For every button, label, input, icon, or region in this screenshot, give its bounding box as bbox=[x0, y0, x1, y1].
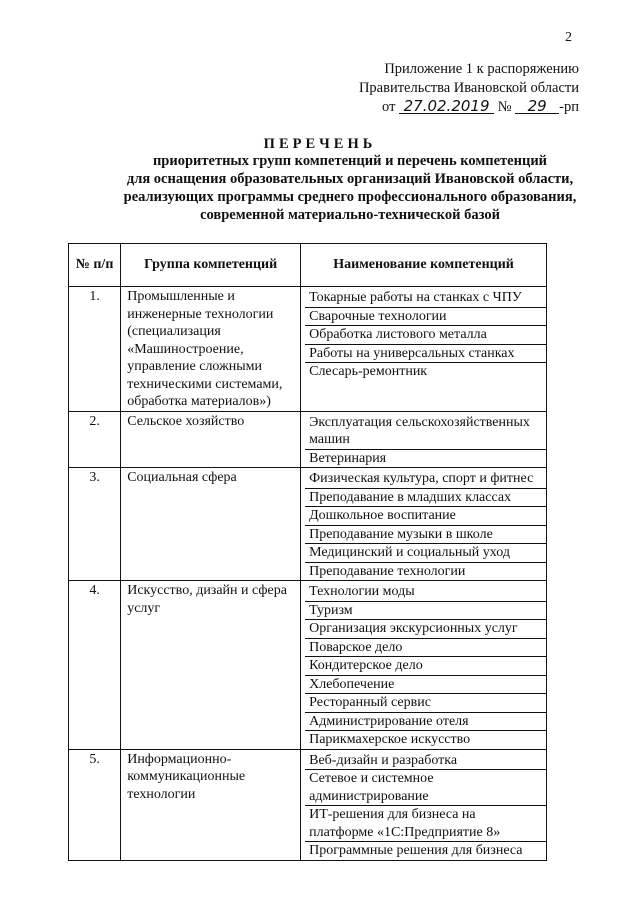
competency-list-cell bbox=[301, 287, 547, 412]
header-competency: Наименование компетенций bbox=[301, 244, 547, 287]
header-number: № п/п bbox=[69, 244, 121, 287]
page-number: 2 bbox=[565, 30, 572, 45]
appendix-line-1: Приложение 1 к распоряжению bbox=[384, 61, 579, 77]
competency-item: Веб-дизайн и разработка bbox=[305, 752, 546, 771]
competency-item: Преподавание в младших классах bbox=[305, 489, 546, 508]
competency-item: Физическая культура, спорт и фитнес bbox=[305, 470, 546, 489]
competency-list-cell bbox=[301, 749, 547, 860]
competency-item: Кондитерское дело bbox=[305, 657, 546, 676]
competency-list-cell bbox=[301, 581, 547, 750]
appendix-header bbox=[319, 60, 579, 117]
number-suffix: -рп bbox=[559, 99, 579, 115]
competency-item: Дошкольное воспитание bbox=[305, 507, 546, 526]
competency-group: Промышленные и инженерные технологии (специализация «Машиностроение, управление сложными техническими системами, обработка материалов») bbox=[121, 287, 301, 412]
subtitle-line: реализующих программы среднего профессионального образования, bbox=[123, 189, 577, 205]
competency-item: Организация экскурсионных услуг bbox=[305, 620, 546, 639]
header-group: Группа компетенций bbox=[121, 244, 301, 287]
competency-item: ИТ-решения для бизнеса на платформе «1С:Предприятие 8» bbox=[305, 806, 546, 842]
competency-item: Туризм bbox=[305, 602, 546, 621]
table-row bbox=[69, 749, 547, 860]
competency-item: Администрирование отеля bbox=[305, 713, 546, 732]
row-number: 2. bbox=[69, 411, 121, 468]
competency-item: Медицинский и социальный уход bbox=[305, 544, 546, 563]
competency-item: Сварочные технологии bbox=[305, 308, 546, 327]
appendix-date-line bbox=[319, 98, 579, 117]
competencies-table bbox=[68, 243, 547, 861]
document-subtitle bbox=[40, 152, 640, 224]
competency-item: Сетевое и системное администрирование bbox=[305, 770, 546, 806]
table-row bbox=[69, 468, 547, 581]
competency-list bbox=[301, 581, 546, 749]
handwritten-date: 27.02.2019 bbox=[399, 99, 494, 114]
appendix-line-2: Правительства Ивановской области bbox=[358, 80, 579, 96]
competency-group: Сельское хозяйство bbox=[121, 411, 301, 468]
competency-item: Программные решения для бизнеса bbox=[309, 843, 523, 858]
competency-list bbox=[301, 750, 546, 860]
competency-item: Поварское дело bbox=[305, 639, 546, 658]
competency-item: Токарные работы на станках с ЧПУ bbox=[305, 289, 546, 308]
row-number: 1. bbox=[69, 287, 121, 412]
competency-list bbox=[301, 287, 546, 381]
competency-group: Социальная сфера bbox=[121, 468, 301, 581]
competency-list bbox=[301, 412, 546, 468]
competency-list-cell bbox=[301, 468, 547, 581]
table-header-row bbox=[69, 244, 547, 287]
competency-item: Ветеринария bbox=[309, 450, 387, 466]
competency-item: Хлебопечение bbox=[305, 676, 546, 695]
competency-list-cell bbox=[301, 411, 547, 468]
row-number: 5. bbox=[69, 749, 121, 860]
competency-group: Искусство, дизайн и сфера услуг bbox=[121, 581, 301, 750]
competency-item: Технологии моды bbox=[305, 583, 546, 602]
row-number: 4. bbox=[69, 581, 121, 750]
table-row bbox=[69, 581, 547, 750]
competency-item: Преподавание технологии bbox=[309, 563, 466, 579]
table-body bbox=[69, 287, 547, 861]
handwritten-number: 29 bbox=[515, 99, 559, 114]
competency-item: Парикмахерское искусство bbox=[309, 732, 471, 747]
competency-item: Работы на универсальных станках bbox=[305, 345, 546, 364]
competency-item: Эксплуатация сельскохозяйственных машин bbox=[305, 414, 546, 450]
table-row bbox=[69, 287, 547, 412]
subtitle-line: современной материально-технической базой bbox=[200, 207, 500, 223]
table-row bbox=[69, 411, 547, 468]
competency-list bbox=[301, 468, 546, 580]
document-title: ПЕРЕЧЕНЬ bbox=[263, 136, 377, 152]
row-number: 3. bbox=[69, 468, 121, 581]
competency-item: Ресторанный сервис bbox=[305, 694, 546, 713]
number-label: № bbox=[497, 99, 512, 115]
competency-item: Слесарь-ремонтник bbox=[309, 364, 428, 379]
subtitle-line: приоритетных групп компетенций и перечень компетенций bbox=[152, 153, 548, 169]
from-label: от bbox=[382, 99, 396, 115]
subtitle-line: для оснащения образовательных организаций Ивановской области, bbox=[126, 171, 574, 187]
competency-group: Информационно-коммуникационные технологии bbox=[121, 749, 301, 860]
competency-item: Преподавание музыки в школе bbox=[305, 526, 546, 545]
competency-item: Обработка листового металла bbox=[305, 326, 546, 345]
